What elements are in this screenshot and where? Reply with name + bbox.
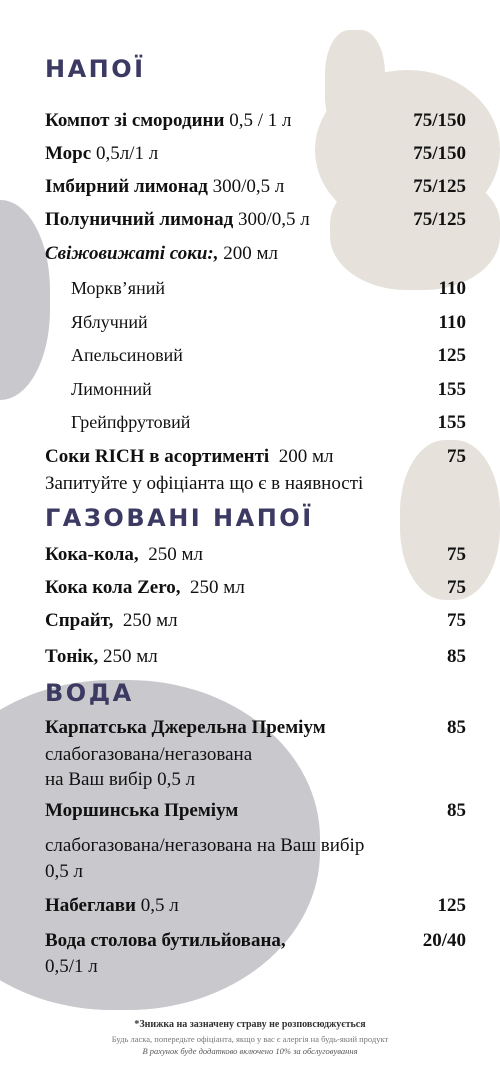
- menu-item-note: Запитуйте у офіціанта що є в наявності: [45, 473, 364, 494]
- footer-service-note: В рахунок буде додатково включено 10% за обслуговування: [142, 1046, 358, 1056]
- menu-item: Соки RICH в асортименті 200 мл: [45, 446, 334, 467]
- footer-discount-note: *Знижка на зазначену страву не розповсюджується: [134, 1019, 366, 1030]
- menu-item-note: слабогазована/негазована: [45, 744, 253, 765]
- section-title-drinks: НАПОЇ: [45, 55, 146, 83]
- menu-item: Морс 0,5л/1 л: [45, 143, 159, 164]
- menu-item-price: 75/125: [413, 176, 466, 197]
- menu-item-price: 85: [447, 800, 466, 821]
- menu-item-price: 155: [437, 379, 466, 400]
- menu-item: Кока-кола, 250 мл: [45, 544, 203, 565]
- menu-item-price: 110: [438, 312, 466, 333]
- menu-item-price: 75/150: [413, 110, 466, 131]
- menu-item: Моршинська Преміум: [45, 800, 239, 821]
- fresh-juice-item: Морквʼяний: [71, 278, 165, 298]
- menu-item: Набеглави 0,5 л: [45, 895, 179, 916]
- fresh-juice-item: Грейпфрутовий: [71, 412, 191, 432]
- menu-item-note: 0,5/1 л: [45, 956, 98, 977]
- menu-item-price: 125: [437, 345, 466, 366]
- menu-item-price: 125: [437, 895, 466, 916]
- menu-item: Карпатська Джерельна Преміум: [45, 717, 326, 738]
- menu-item: Імбирний лимонад 300/0,5 л: [45, 176, 285, 197]
- menu-item-price: 155: [437, 412, 466, 433]
- menu-item: Вода столова бутильйована,: [45, 930, 286, 951]
- fresh-juice-item: Апельсиновий: [71, 345, 183, 365]
- menu-item-note: на Ваш вибір 0,5 л: [45, 769, 196, 790]
- fresh-juices-header: Свіжовижаті соки:, 200 мл: [45, 243, 279, 264]
- menu-item: Полуничний лимонад 300/0,5 л: [45, 209, 310, 230]
- fresh-juice-item: Лимонний: [71, 379, 152, 399]
- menu-item: Спрайт, 250 мл: [45, 610, 178, 631]
- menu-item: Кока кола Zero, 250 мл: [45, 577, 245, 598]
- menu-item-note: слабогазована/негазована на Ваш вибір: [45, 835, 365, 856]
- menu-item-price: 75: [447, 610, 466, 631]
- menu-item-price: 85: [447, 717, 466, 738]
- menu-item-price: 110: [438, 278, 466, 299]
- menu-item-price: 75: [447, 577, 466, 598]
- section-title-soda: ГАЗОВАНІ НАПОЇ: [45, 504, 314, 532]
- menu-item-price: 85: [447, 646, 466, 667]
- menu-item: Компот зі смородини 0,5 / 1 л: [45, 110, 292, 131]
- fresh-juice-item: Яблучний: [71, 312, 148, 332]
- menu-item-price: 20/40: [422, 930, 466, 951]
- footer-allergy-note: Будь ласка, попередьте офіціанта, якщо у вас є алергія на будь-який продукт: [111, 1034, 389, 1044]
- menu-item-price: 75: [447, 544, 466, 565]
- menu-item: Тонік, 250 мл: [45, 646, 158, 667]
- menu-item-note: 0,5 л: [45, 861, 83, 882]
- menu-item-price: 75: [447, 446, 466, 467]
- menu-item-price: 75/125: [413, 209, 466, 230]
- section-title-water: ВОДА: [45, 679, 134, 707]
- menu-item-price: 75/150: [413, 143, 466, 164]
